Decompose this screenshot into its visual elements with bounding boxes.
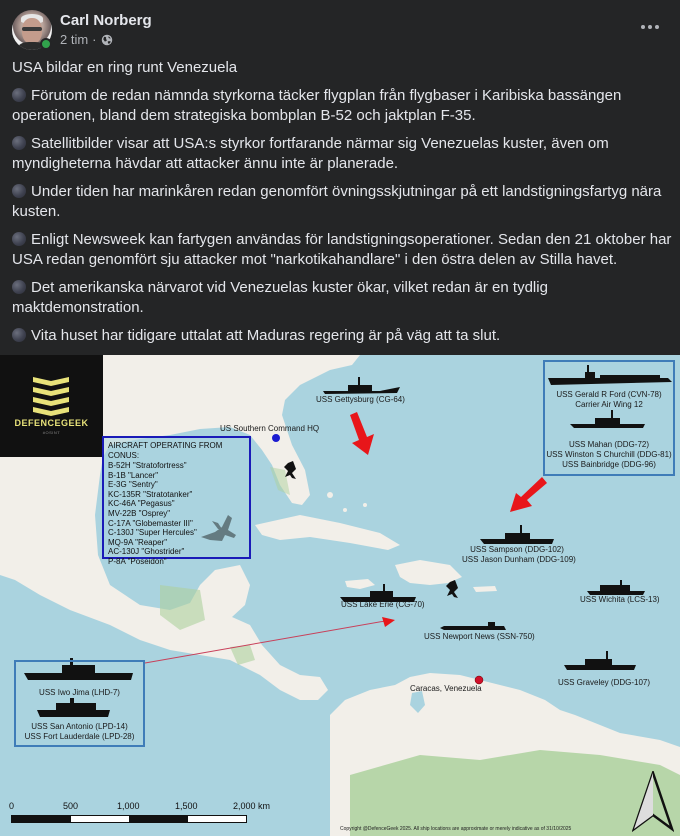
ship-name: USS Fort Lauderdale (LPD-28) [24,732,135,741]
black-circle-icon [12,328,26,342]
north-arrow-icon [632,771,674,833]
ship-name: Carrier Air Wing 12 [575,400,643,409]
more-dot-icon [648,25,652,29]
avatar-face [22,18,42,44]
ship-name: USS Jason Dunham (DDG-109) [462,555,576,564]
black-circle-icon [12,136,26,150]
aircraft-item: B-1B "Lancer" [108,470,159,480]
scale-label: 0 [9,801,15,811]
post-time[interactable]: 2 tim [60,32,89,47]
aircraft-item: MV-22B "Osprey" [108,508,171,518]
ship-name: USS Gerald R Ford (CVN-78) [556,390,662,399]
ship-label-destroyers [545,440,673,470]
chevron-icon [33,377,69,386]
ship-label-lake-erie: USS Lake Erie (CG-70) [341,600,425,609]
ship-name: USS Bainbridge (DDG-96) [562,460,656,469]
aircraft-item: C-17A "Globemaster III" [108,518,193,528]
post-paragraph [12,326,672,346]
paragraph-text: Vita huset har tidigare uttalat att Maduras regering är på väg att ta slut. [31,327,501,344]
scale-label: 2,000 km [233,801,271,811]
scale-label: 1,000 [117,801,140,811]
aircraft-list-box [102,436,251,566]
post-header [0,0,680,56]
more-options-button[interactable] [638,17,662,37]
ship-name: USS San Antonio (LPD-14) [31,722,128,731]
aircraft-item: E-3G "Sentry" [108,480,158,490]
author-name[interactable]: Carl Norberg [60,12,152,29]
post-paragraph [12,230,672,270]
ship-name: USS Winston S Churchill (DDG-81) [546,450,672,459]
more-dot-icon [641,25,645,29]
ship-label-wichita: USS Wichita (LCS-13) [580,595,660,604]
ship-label-sampson [462,545,576,565]
ship-name: USS Mahan (DDG-72) [568,440,650,449]
black-circle-icon [12,88,26,102]
aircraft-item: KC-46A "Pegasus" [108,499,175,509]
paragraph-text: Enligt Newsweek kan fartygen användas för landstigningsoperationer. Sedan den 21 oktober har USA redan genomfört sju attacker mot "narkotikahandlare" i den östra delen av Stilla havet. [12,231,672,268]
chevron-icon [33,407,69,416]
post-image-map[interactable] [0,355,680,836]
aircraft-item: B-52H "Stratofortress" [108,461,187,470]
ship-label-amphib [16,722,143,742]
defencegeek-logo [0,355,103,457]
post-body [12,58,672,354]
ship-label-iwo-jima: USS Iwo Jima (LHD-7) [39,688,120,697]
chevron-icon [33,387,69,396]
ship-label-gettysburg: USS Gettysburg (CG-64) [316,395,405,404]
post-headline: USA bildar en ring runt Venezuela [12,59,238,76]
paragraph-text: Det amerikanska närvarot vid Venezuelas kuster ökar, vilket redan är en tydlig maktdemonstration. [12,279,548,316]
aircraft-item: AC-130J "Ghostrider" [108,547,185,557]
logo-name: DEFENCEGEEK [14,418,89,428]
post-paragraph [12,86,672,126]
meta-separator: · [92,32,97,47]
post-paragraph [12,134,672,174]
aircraft-item: MQ-9A "Reaper" [108,537,168,547]
black-circle-icon [12,280,26,294]
scale-bar-graphic [11,815,247,823]
more-dot-icon [655,25,659,29]
black-circle-icon [12,232,26,246]
ship-label-ford [545,390,673,410]
post-meta [60,32,113,47]
paragraph-text: Förutom de redan nämnda styrkorna täcker flygplan från flygbaser i Karibiska bassängen operationen, bland dem strategiska bombplan B-52 och jaktplan F-35. [12,87,622,124]
aircraft-list-title: AIRCRAFT OPERATING FROM CONUS: [108,441,223,460]
black-circle-icon [12,184,26,198]
ship-label-newport-news: USS Newport News (SSN-750) [424,632,535,641]
ship-label-graveley: USS Graveley (DDG-107) [558,678,651,687]
aircraft-item: P-8A "Poseidon" [108,556,167,566]
avatar-glasses [22,27,42,31]
paragraph-text: Satellitbilder visar att USA:s styrkor fortfarande närmar sig Venezuelas kuster, även om myndigheterna hävdar att attacker ännu inte är planerade. [12,135,609,172]
aircraft-item: KC-135R "Stratotanker" [108,489,193,499]
logo-subtitle: #OSINT [42,430,61,435]
online-status-icon [40,38,52,50]
aircraft-item: C-130J "Super Hercules" [108,528,197,538]
globe-icon[interactable] [101,34,113,46]
post-paragraph [12,278,672,318]
scale-labels [11,801,301,813]
scale-label: 500 [63,801,79,811]
chevron-icon [33,397,69,406]
city-label-caracas: Caracas, Venezuela [410,684,482,693]
copyright-text: Copyright @DefenceGeek 2025. All ship locations are approximate or merely indicative as of 31/10/2025 [340,826,572,832]
hq-label: US Southern Command HQ [220,424,320,433]
post-paragraph [12,182,672,222]
ship-name: USS Sampson (DDG-102) [470,545,564,554]
paragraph-text: Under tiden har marinkåren redan genomfört övningsskjutningar på ett landstigningsfartyg nära kusten. [12,183,662,220]
scale-label: 1,500 [175,801,198,811]
